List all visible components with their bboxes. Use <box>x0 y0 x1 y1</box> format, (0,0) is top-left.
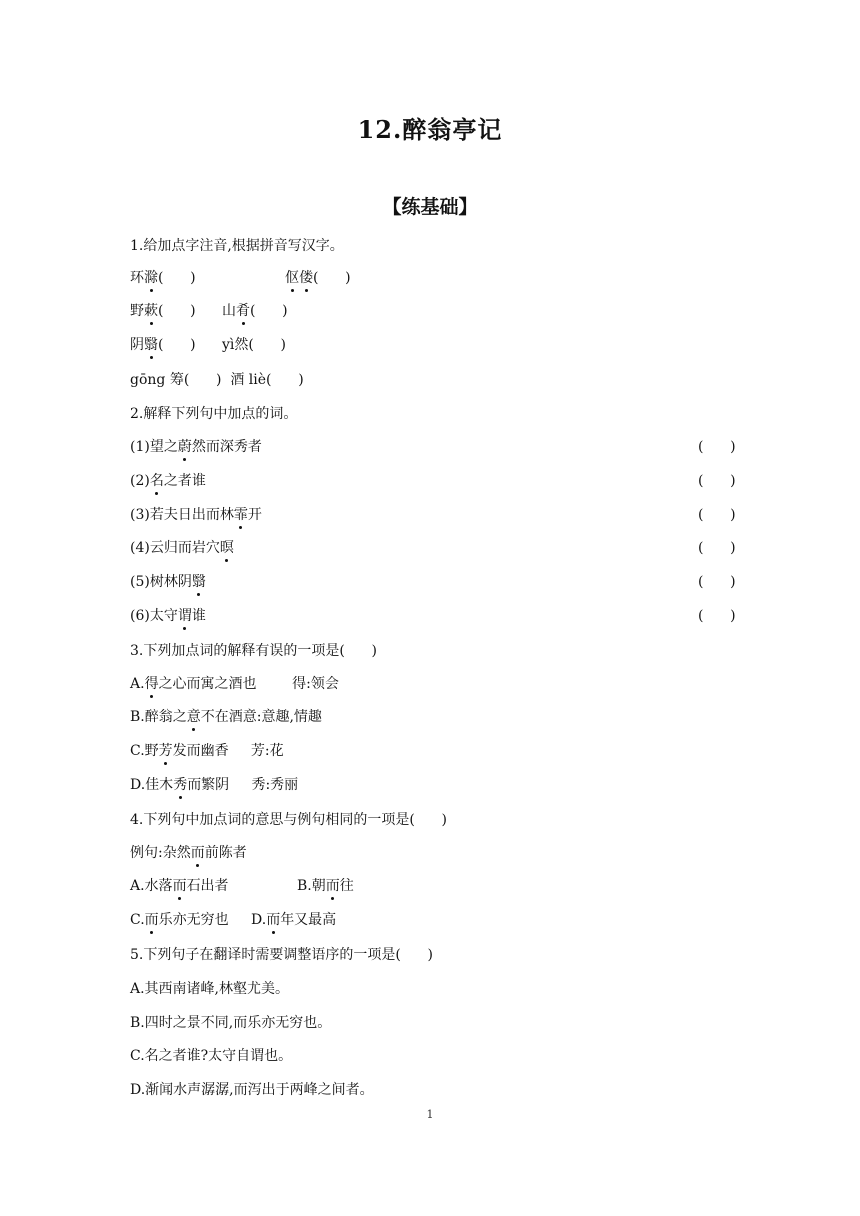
text: 乐亦无穷也 <box>158 912 229 928</box>
dotted-char: 蔌 <box>144 303 158 319</box>
text: (3)若夫日出而林 <box>130 507 234 523</box>
text: 开 <box>247 507 262 523</box>
answer-blank: ( ) <box>158 337 196 353</box>
dotted-char: 而 <box>172 878 187 894</box>
answer-blank: ( ) <box>698 574 736 590</box>
text: 石出者 <box>186 878 229 894</box>
dotted-char: 翳 <box>144 337 158 353</box>
q4-option-d <box>251 910 336 930</box>
dotted-char: 而 <box>190 845 205 861</box>
answer-blank: ( ) <box>698 540 736 556</box>
q3-option-c <box>130 741 284 761</box>
text: (6)太守 <box>130 608 178 624</box>
text: 前陈者 <box>204 845 247 861</box>
dotted-char: 意 <box>186 709 201 725</box>
text: 环 <box>130 270 144 286</box>
text: 之心而寓之酒也 得:领会 <box>158 676 339 692</box>
dotted-char: 而 <box>325 878 340 894</box>
text: D. <box>251 912 267 928</box>
text: B.醉翁之 <box>130 709 187 725</box>
answer-blank: ( ) <box>698 473 736 489</box>
q5-stem: 5.下列句子在翻译时需要调整语序的一项是( ) <box>130 947 433 963</box>
q5-option-d: D.渐闻水声潺潺,而泻出于两峰之间者。 <box>130 1082 374 1098</box>
dotted-char: 而 <box>144 912 159 928</box>
q4-example <box>130 843 247 863</box>
dotted-char: 得 <box>144 676 159 692</box>
text: A.水落 <box>130 878 173 894</box>
answer-blank: ( ) <box>698 608 736 624</box>
q5-option-c: C.名之者谁?太守自谓也。 <box>130 1048 293 1064</box>
q2-item-5 <box>130 572 206 592</box>
q1-item-yiran: yì然( ) <box>222 337 287 353</box>
dotted-char: 滁 <box>144 270 158 286</box>
text: B.朝 <box>297 878 326 894</box>
text: 谁 <box>191 608 206 624</box>
q1-item-yesu <box>130 301 196 321</box>
text: 往 <box>339 878 354 894</box>
q2-item-4 <box>130 538 234 558</box>
q4-stem: 4.下列句中加点词的意思与例句相同的一项是( ) <box>130 812 447 828</box>
text: (1)望之 <box>130 439 178 455</box>
q2-stem: 2.解释下列句中加点的词。 <box>130 406 298 422</box>
q4-option-b <box>297 876 354 896</box>
dotted-char: 名 <box>149 473 164 489</box>
text: 年又最高 <box>280 912 337 928</box>
q3-option-a <box>130 674 339 694</box>
answer-blank: ( ) <box>250 303 288 319</box>
q3-option-d <box>130 775 298 795</box>
text: (5)树林阴 <box>130 574 192 590</box>
q3-stem: 3.下列加点词的解释有误的一项是( ) <box>130 643 377 659</box>
dotted-char: 偻 <box>299 270 313 286</box>
q1-item-yinyi <box>130 335 196 355</box>
text: (4)云归而岩穴 <box>130 540 220 556</box>
dotted-char: 肴 <box>236 303 250 319</box>
q1-item-huanchu <box>130 268 196 288</box>
text: D.佳木 <box>130 777 174 793</box>
q2-item-3 <box>130 505 262 525</box>
dotted-char: 蔚 <box>177 439 192 455</box>
q5-option-a: A.其西南诸峰,林壑尤美。 <box>130 981 290 997</box>
dotted-char: 芳 <box>158 743 173 759</box>
answer-blank: ( ) <box>313 270 351 286</box>
text: 之者谁 <box>163 473 206 489</box>
q4-option-a <box>130 876 229 896</box>
dotted-char: 霏 <box>233 507 248 523</box>
text: 例句:杂然 <box>130 845 191 861</box>
q3-option-b <box>130 707 322 727</box>
q4-option-c <box>130 910 229 930</box>
dotted-char: 伛 <box>285 270 299 286</box>
text: C.野 <box>130 743 159 759</box>
dotted-char: 谓 <box>177 608 192 624</box>
page-number: 1 <box>426 1108 434 1121</box>
text: 山 <box>222 303 236 319</box>
section-title: 【练基础】 <box>382 196 478 218</box>
dotted-char: 翳 <box>191 574 206 590</box>
text: 阴 <box>130 337 144 353</box>
text: A. <box>130 676 145 692</box>
text: 而繁阴 秀:秀丽 <box>187 777 299 793</box>
q5-option-b: B.四时之景不同,而乐亦无穷也。 <box>130 1015 332 1031</box>
text: 发而幽香 芳:花 <box>172 743 284 759</box>
q1-stem: 1.给加点字注音,根据拼音写汉字。 <box>130 238 344 254</box>
text: 不在酒意:意趣,情趣 <box>200 709 322 725</box>
dotted-char: 而 <box>266 912 281 928</box>
answer-blank: ( ) <box>698 507 736 523</box>
dotted-char: 暝 <box>219 540 234 556</box>
q2-item-2 <box>130 471 206 491</box>
answer-blank: ( ) <box>158 303 196 319</box>
document-title: 12.醉翁亭记 <box>357 115 503 144</box>
q1-item-gongchou-jiulie: gōng 筹( ) 酒 liè( ) <box>130 372 304 388</box>
answer-blank: ( ) <box>158 270 196 286</box>
q2-item-1 <box>130 437 262 457</box>
answer-blank: ( ) <box>698 439 736 455</box>
dotted-char: 秀 <box>173 777 188 793</box>
text: C. <box>130 912 145 928</box>
q1-item-shanyao <box>222 301 288 321</box>
q2-item-6 <box>130 606 206 626</box>
text: 然而深秀者 <box>191 439 262 455</box>
text: (2) <box>130 473 150 489</box>
text: 野 <box>130 303 144 319</box>
q1-item-yulou <box>285 268 351 288</box>
